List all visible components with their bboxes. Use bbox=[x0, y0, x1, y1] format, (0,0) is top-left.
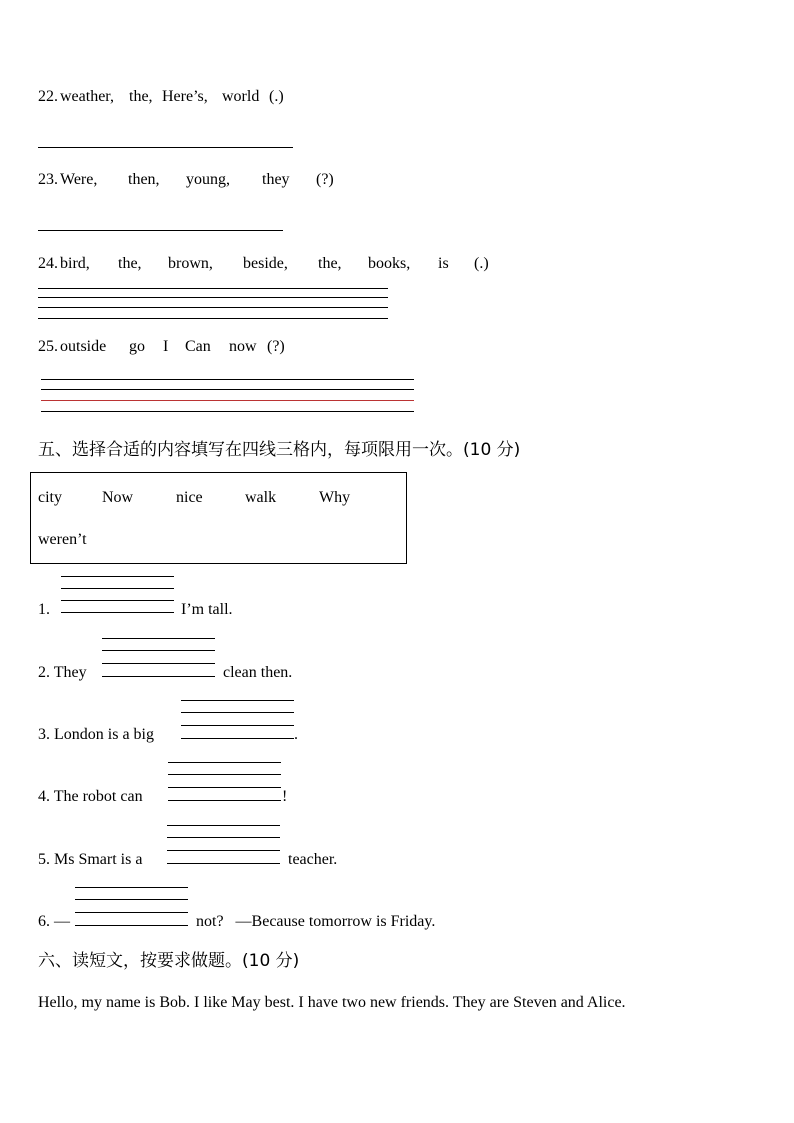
grid-line bbox=[61, 612, 174, 613]
grid-line bbox=[168, 762, 281, 763]
grid-line bbox=[167, 837, 280, 838]
grid-line bbox=[168, 800, 281, 801]
question-25 bbox=[38, 337, 298, 357]
question-number: 25. bbox=[38, 338, 58, 355]
fill-item-suffix: not? —Because tomorrow is Friday. bbox=[196, 913, 436, 930]
grid-line bbox=[38, 318, 388, 319]
question-22 bbox=[38, 87, 298, 107]
word-bank-word: nice bbox=[176, 489, 203, 506]
word: I bbox=[163, 338, 169, 355]
grid-line bbox=[167, 850, 280, 851]
word: Here’s, bbox=[162, 88, 208, 105]
fill-item-prefix: 4. The robot can bbox=[38, 788, 143, 805]
word: weather, bbox=[60, 88, 114, 105]
question-23 bbox=[38, 170, 338, 190]
fill-item-prefix: 6. — bbox=[38, 913, 70, 930]
grid-line bbox=[41, 379, 414, 380]
question-number: 23. bbox=[38, 171, 58, 188]
grid-line-red bbox=[41, 400, 414, 401]
grid-line bbox=[181, 712, 294, 713]
word: they bbox=[262, 171, 290, 188]
grid-line bbox=[181, 738, 294, 739]
grid-line bbox=[38, 307, 388, 308]
grid-line bbox=[181, 725, 294, 726]
grid-line bbox=[61, 600, 174, 601]
answer-line[interactable] bbox=[38, 230, 283, 231]
fill-item-suffix: clean then. bbox=[223, 664, 293, 681]
word-bank-word: Why bbox=[319, 489, 351, 506]
grid-line bbox=[102, 676, 215, 677]
fill-item-prefix: 1. bbox=[38, 601, 50, 618]
grid-line bbox=[102, 650, 215, 651]
question-24 bbox=[38, 254, 498, 274]
grid-line bbox=[41, 389, 414, 390]
word: young, bbox=[186, 171, 230, 188]
reading-passage: Hello, my name is Bob. I like May best. I have two new friends. They are Steven and Alice. bbox=[38, 994, 626, 1011]
word-bank-word: city bbox=[38, 489, 62, 506]
word-bank-box bbox=[30, 472, 407, 564]
word-bank-word: Now bbox=[102, 489, 134, 506]
word: (?) bbox=[267, 338, 285, 355]
word: the, bbox=[129, 88, 153, 105]
answer-line[interactable] bbox=[38, 147, 293, 148]
word: (.) bbox=[269, 88, 284, 105]
grid-line bbox=[41, 411, 414, 412]
grid-line bbox=[75, 912, 188, 913]
grid-line bbox=[102, 663, 215, 664]
question-number: 22. bbox=[38, 88, 58, 105]
word: then, bbox=[128, 171, 160, 188]
grid-line bbox=[61, 588, 174, 589]
fill-item-suffix: I’m tall. bbox=[181, 601, 233, 618]
grid-line bbox=[168, 774, 281, 775]
word: (?) bbox=[316, 171, 334, 188]
grid-line bbox=[38, 297, 388, 298]
grid-line bbox=[61, 576, 174, 577]
grid-line bbox=[38, 288, 388, 289]
grid-line bbox=[75, 887, 188, 888]
word: go bbox=[129, 338, 145, 355]
fill-item-prefix: 2. They bbox=[38, 664, 87, 681]
grid-line bbox=[167, 825, 280, 826]
fill-item-suffix: ! bbox=[282, 788, 288, 805]
word: brown, bbox=[168, 255, 213, 272]
grid-line bbox=[75, 899, 188, 900]
fill-item-prefix: 5. Ms Smart is a bbox=[38, 851, 143, 868]
grid-line bbox=[168, 787, 281, 788]
word: the, bbox=[118, 255, 142, 272]
section-5-title: 五、选择合适的内容填写在四线三格内，每项限用一次。(10 分) bbox=[38, 440, 521, 460]
fill-item-prefix: 3. London is a big bbox=[38, 726, 154, 743]
word: Can bbox=[185, 338, 211, 355]
grid-line bbox=[102, 638, 215, 639]
word: is bbox=[438, 255, 449, 272]
word: the, bbox=[318, 255, 342, 272]
grid-line bbox=[75, 925, 188, 926]
question-number: 24. bbox=[38, 255, 58, 272]
word: world bbox=[222, 88, 260, 105]
word: now bbox=[229, 338, 257, 355]
fill-item-suffix: . bbox=[294, 726, 298, 743]
section-6-title: 六、读短文，按要求做题。(10 分) bbox=[38, 951, 300, 971]
grid-line bbox=[181, 700, 294, 701]
word: outside bbox=[60, 338, 107, 355]
grid-line bbox=[167, 863, 280, 864]
fill-item-suffix: teacher. bbox=[288, 851, 338, 868]
word-bank-word: weren’t bbox=[38, 531, 87, 548]
word: Were, bbox=[60, 171, 98, 188]
word: books, bbox=[368, 255, 411, 272]
word: bird, bbox=[60, 255, 90, 272]
word: (.) bbox=[474, 255, 489, 272]
word: beside, bbox=[243, 255, 288, 272]
word-bank-word: walk bbox=[245, 489, 277, 506]
